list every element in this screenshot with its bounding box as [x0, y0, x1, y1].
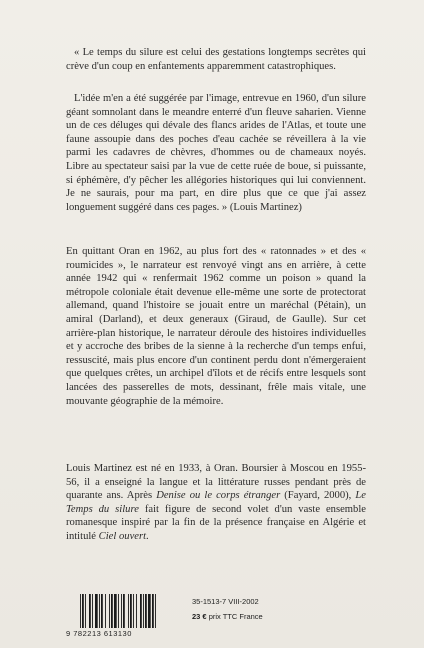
- barcode-bar: [155, 594, 156, 628]
- bio-book-2: Le Temps du silure: [66, 490, 366, 515]
- barcode-bar: [89, 594, 91, 628]
- barcode-bar: [123, 594, 125, 628]
- barcode-bar: [82, 594, 84, 628]
- quote-body: L'idée m'en a été suggérée par l'image, entrevue en 1960, d'un silure géant somnolant dans le meandre enterré d'un fleuve saharien. Vienne un de ces déluges qui dévale des flancs arides de l'Atlas, et toute une faune assoupie dans des poches d'eau cachée se réveillera à la vie parmi les cadavres de chèvres, d'hommes ou de chameaux noyés. Libre au spectateur saisi par la vue de cette ruée de boue, si puissante, si éphémère, d'y pêcher les allégories historiques qui lui conviennent. Je ne saurais, pour ma part, en dire plus que ce que j'ai assez longuement suggéré dans ces pages. » (Louis Martinez): [66, 93, 366, 213]
- barcode-bar: [121, 594, 122, 628]
- book-code: 35-1513-7 VIII-2002: [192, 597, 259, 606]
- barcode-bar: [114, 594, 117, 628]
- barcode-bar: [101, 594, 103, 628]
- barcode-bar: [80, 594, 81, 628]
- bio-text-2: (Fayard, 2000),: [280, 490, 356, 502]
- barcode-bar: [92, 594, 93, 628]
- barcode-bar: [133, 594, 134, 628]
- barcode-bar: [148, 594, 151, 628]
- bio-book-3: Ciel ouvert: [98, 530, 147, 542]
- price-line: [192, 612, 263, 621]
- bio-book-1: Denise ou le corps étranger: [156, 490, 281, 502]
- barcode-bar: [128, 594, 129, 628]
- author-bio: [66, 462, 366, 544]
- barcode-bar: [105, 594, 106, 628]
- barcode-bar: [136, 594, 137, 628]
- quote-opening: « Le temps du silure est celui des gestations longtemps secrètes qui crève d'un coup en enfantements apparemment catastrophiques.: [66, 47, 366, 72]
- barcode-bar: [109, 594, 110, 628]
- isbn-number: 9 782213 613130: [66, 629, 132, 638]
- barcode-bar: [118, 594, 119, 628]
- barcode-bar: [95, 594, 98, 628]
- barcode-bar: [85, 594, 86, 628]
- barcode: [78, 594, 182, 628]
- barcode-bar: [130, 594, 132, 628]
- price-label: prix TTC France: [206, 612, 263, 621]
- summary-paragraph: En quittant Oran en 1962, au plus fort des « ratonnades » et des « roumicides », le narrateur est renvoyé vingt ans en arrière, à cette année 1942 qui « renfermait 1962 comme un poison » quand la métropole coloniale était devenue elle-même une sorte de protectorat allemand, quand l'histoire se jouait entre un maréchal (Pétain), un amiral (Darland), et deux generaux (Giraud, de Gaulle). Sur cet arrière-plan historique, le narrateur déroule des histoires individuelles et y accroche des bribes de la sienne à la recherche d'un temps enfui, ressuscité, mais plus encore d'un continent perdu dont n'émergeraient que quelques crêtes, un archipel d'îlots et de récifs entre lesquels sont lancées des passerelles de mots, dessinant, frêle mais vitale, une mouvante géographie de la mémoire.: [66, 246, 366, 407]
- barcode-bar: [143, 594, 144, 628]
- barcode-bar: [111, 594, 113, 628]
- barcode-bar: [140, 594, 142, 628]
- bio-text-1: Louis Martinez est né en 1933, à Oran. Boursier à Moscou en 1955-56, il a enseigné la langue et la littérature russes pendant près de quarante ans. Après: [66, 463, 366, 502]
- barcode-bar: [152, 594, 154, 628]
- bio-text-4: .: [146, 530, 149, 542]
- bio-text-3: fait figure de second volet d'un vaste ensemble romanesque inspiré par la fin de la présence française en Algérie et intitulé: [66, 503, 366, 542]
- barcode-bar: [145, 594, 147, 628]
- barcode-bar: [99, 594, 100, 628]
- price-amount: 23 €: [192, 612, 207, 621]
